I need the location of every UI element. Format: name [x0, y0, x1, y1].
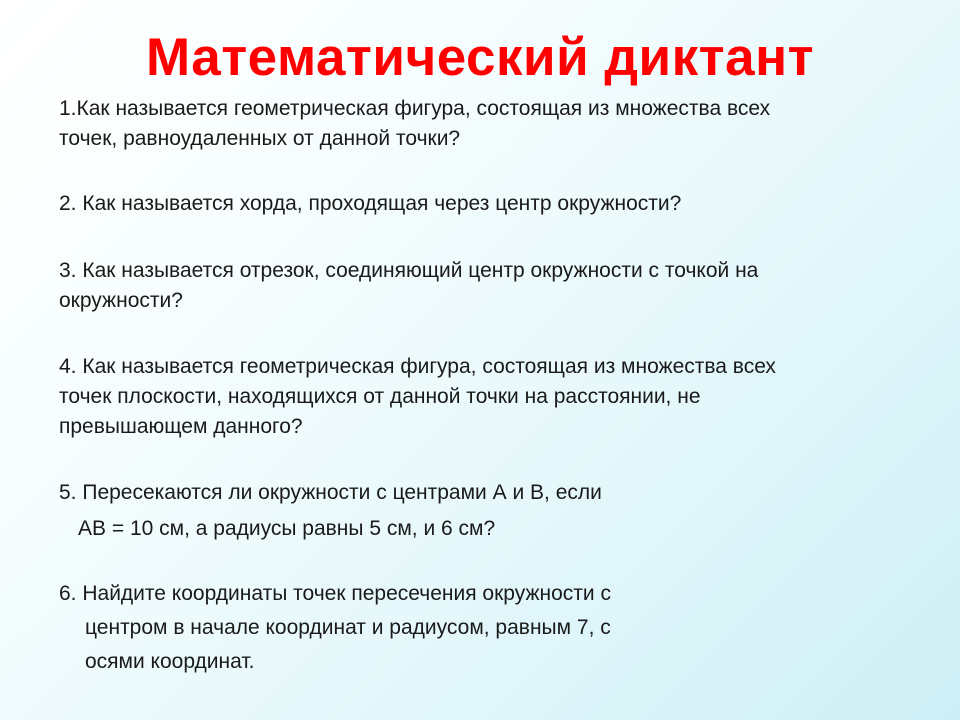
question-1-line-1: 1.Как называется геометрическая фигура, состоящая из множества всех	[59, 97, 771, 120]
question-6-line-2: центром в начале координат и радиусом, равным 7, с	[85, 616, 611, 639]
slide-title: Математический диктант	[145, 28, 815, 87]
question-1-line-2: точек, равноудаленных от данной точки?	[59, 127, 461, 150]
question-6-line-3: осями координат.	[85, 650, 255, 673]
question-2-line-1: 2. Как называется хорда, проходящая через центр окружности?	[59, 192, 682, 215]
question-3-line-1: 3. Как называется отрезок, соединяющий центр окружности с точкой на	[59, 259, 759, 282]
question-4-line-1: 4. Как называется геометрическая фигура, состоящая из множества всех	[59, 355, 776, 378]
question-5-line-1: 5. Пересекаются ли окружности с центрами А и В, если	[59, 481, 602, 504]
question-6-line-1: 6. Найдите координаты точек пересечения окружности с	[59, 582, 611, 605]
question-4-line-2: точек плоскости, находящихся от данной точки на расстоянии, не	[59, 385, 701, 408]
question-4-line-3: превышающем данного?	[59, 415, 303, 438]
question-3-line-2: окружности?	[59, 289, 183, 312]
question-5-line-2: АВ = 10 см, а радиусы равны 5 см, и 6 см?	[78, 517, 496, 540]
